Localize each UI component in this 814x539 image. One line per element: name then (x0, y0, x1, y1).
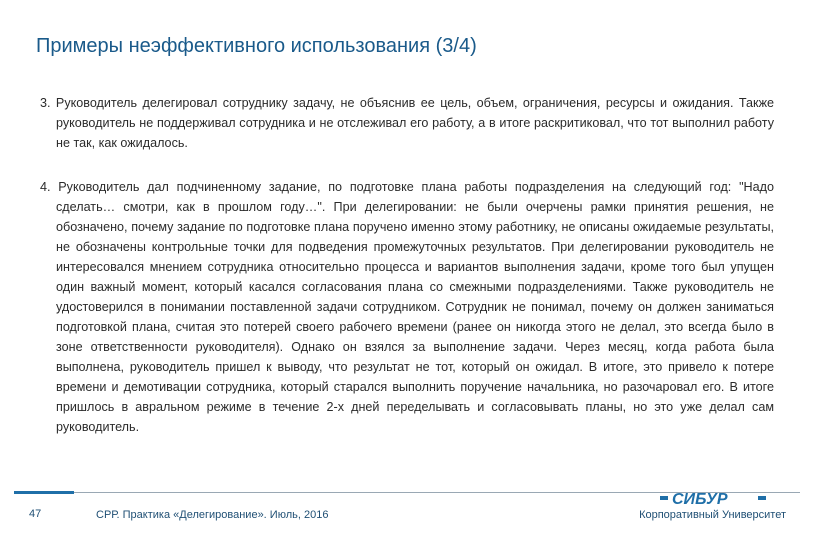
footer-organization: Корпоративный Университет (639, 509, 786, 521)
logo-wordmark: СИБУР (672, 491, 728, 507)
logo-dash-left (660, 496, 668, 500)
page-number: 47 (29, 508, 42, 520)
list-item-4: 4. Руководитель дал подчиненному задание, по подготовке плана работы подразделения на следующий год: "Надо сделать… смотри, как в прошлом году…". При делегировании: не были очерчены рамки принятия решения, не обозначено, почему задание по подготовке плана поручено именно этому работнику, не описаны ожидаемые результаты, не обозначены контрольные точки для подведения промежуточных результатов. При делегировании руководитель не интересовался мнением сотрудника относительно процесса и вариантов выполнения задачи, кроме того был упущен один важный момент, который касался согласования плана со смежными подразделениями. Также руководитель не удостоверился в понимании поставленной задачи сотрудником. Сотрудник не понимал, почему он должен заниматься подготовкой плана, считая это потерей своего рабочего времени (ранее он никогда этого не делал, это всегда было в зоне ответственности руководителя). Однако он взялся за выполнение задачи. Через месяц, когда работа была выполнена, руководитель пришел к выводу, что результат не тот, который он ожидал. В итоге, это привело к потере времени и демотивации сотрудника, который старался выполнить поручение начальника, но разочаровал его. В итоге пришлось в авральном режиме в течение 2-х дней переделывать и согласовывать планы, но это уже делал сам руководитель. (40, 180, 774, 434)
list-item-3: 3. Руководитель делегировал сотруднику задачу, не объяснив ее цель, объем, ограничения, ресурсы и ожидания. Также руководитель не поддерживал сотрудника и не отслеживал его работу, а в итоге раскритиковал, что тот выполнил работу не так, как ожидалось. (40, 96, 774, 150)
sibur-logo (660, 489, 770, 507)
slide-title: Примеры неэффективного использования (3/4) (36, 35, 477, 57)
logo-dash-right (758, 496, 766, 500)
footer-caption: СРР. Практика «Делегирование». Июль, 2016 (96, 509, 329, 521)
footer-divider-accent (14, 491, 74, 494)
